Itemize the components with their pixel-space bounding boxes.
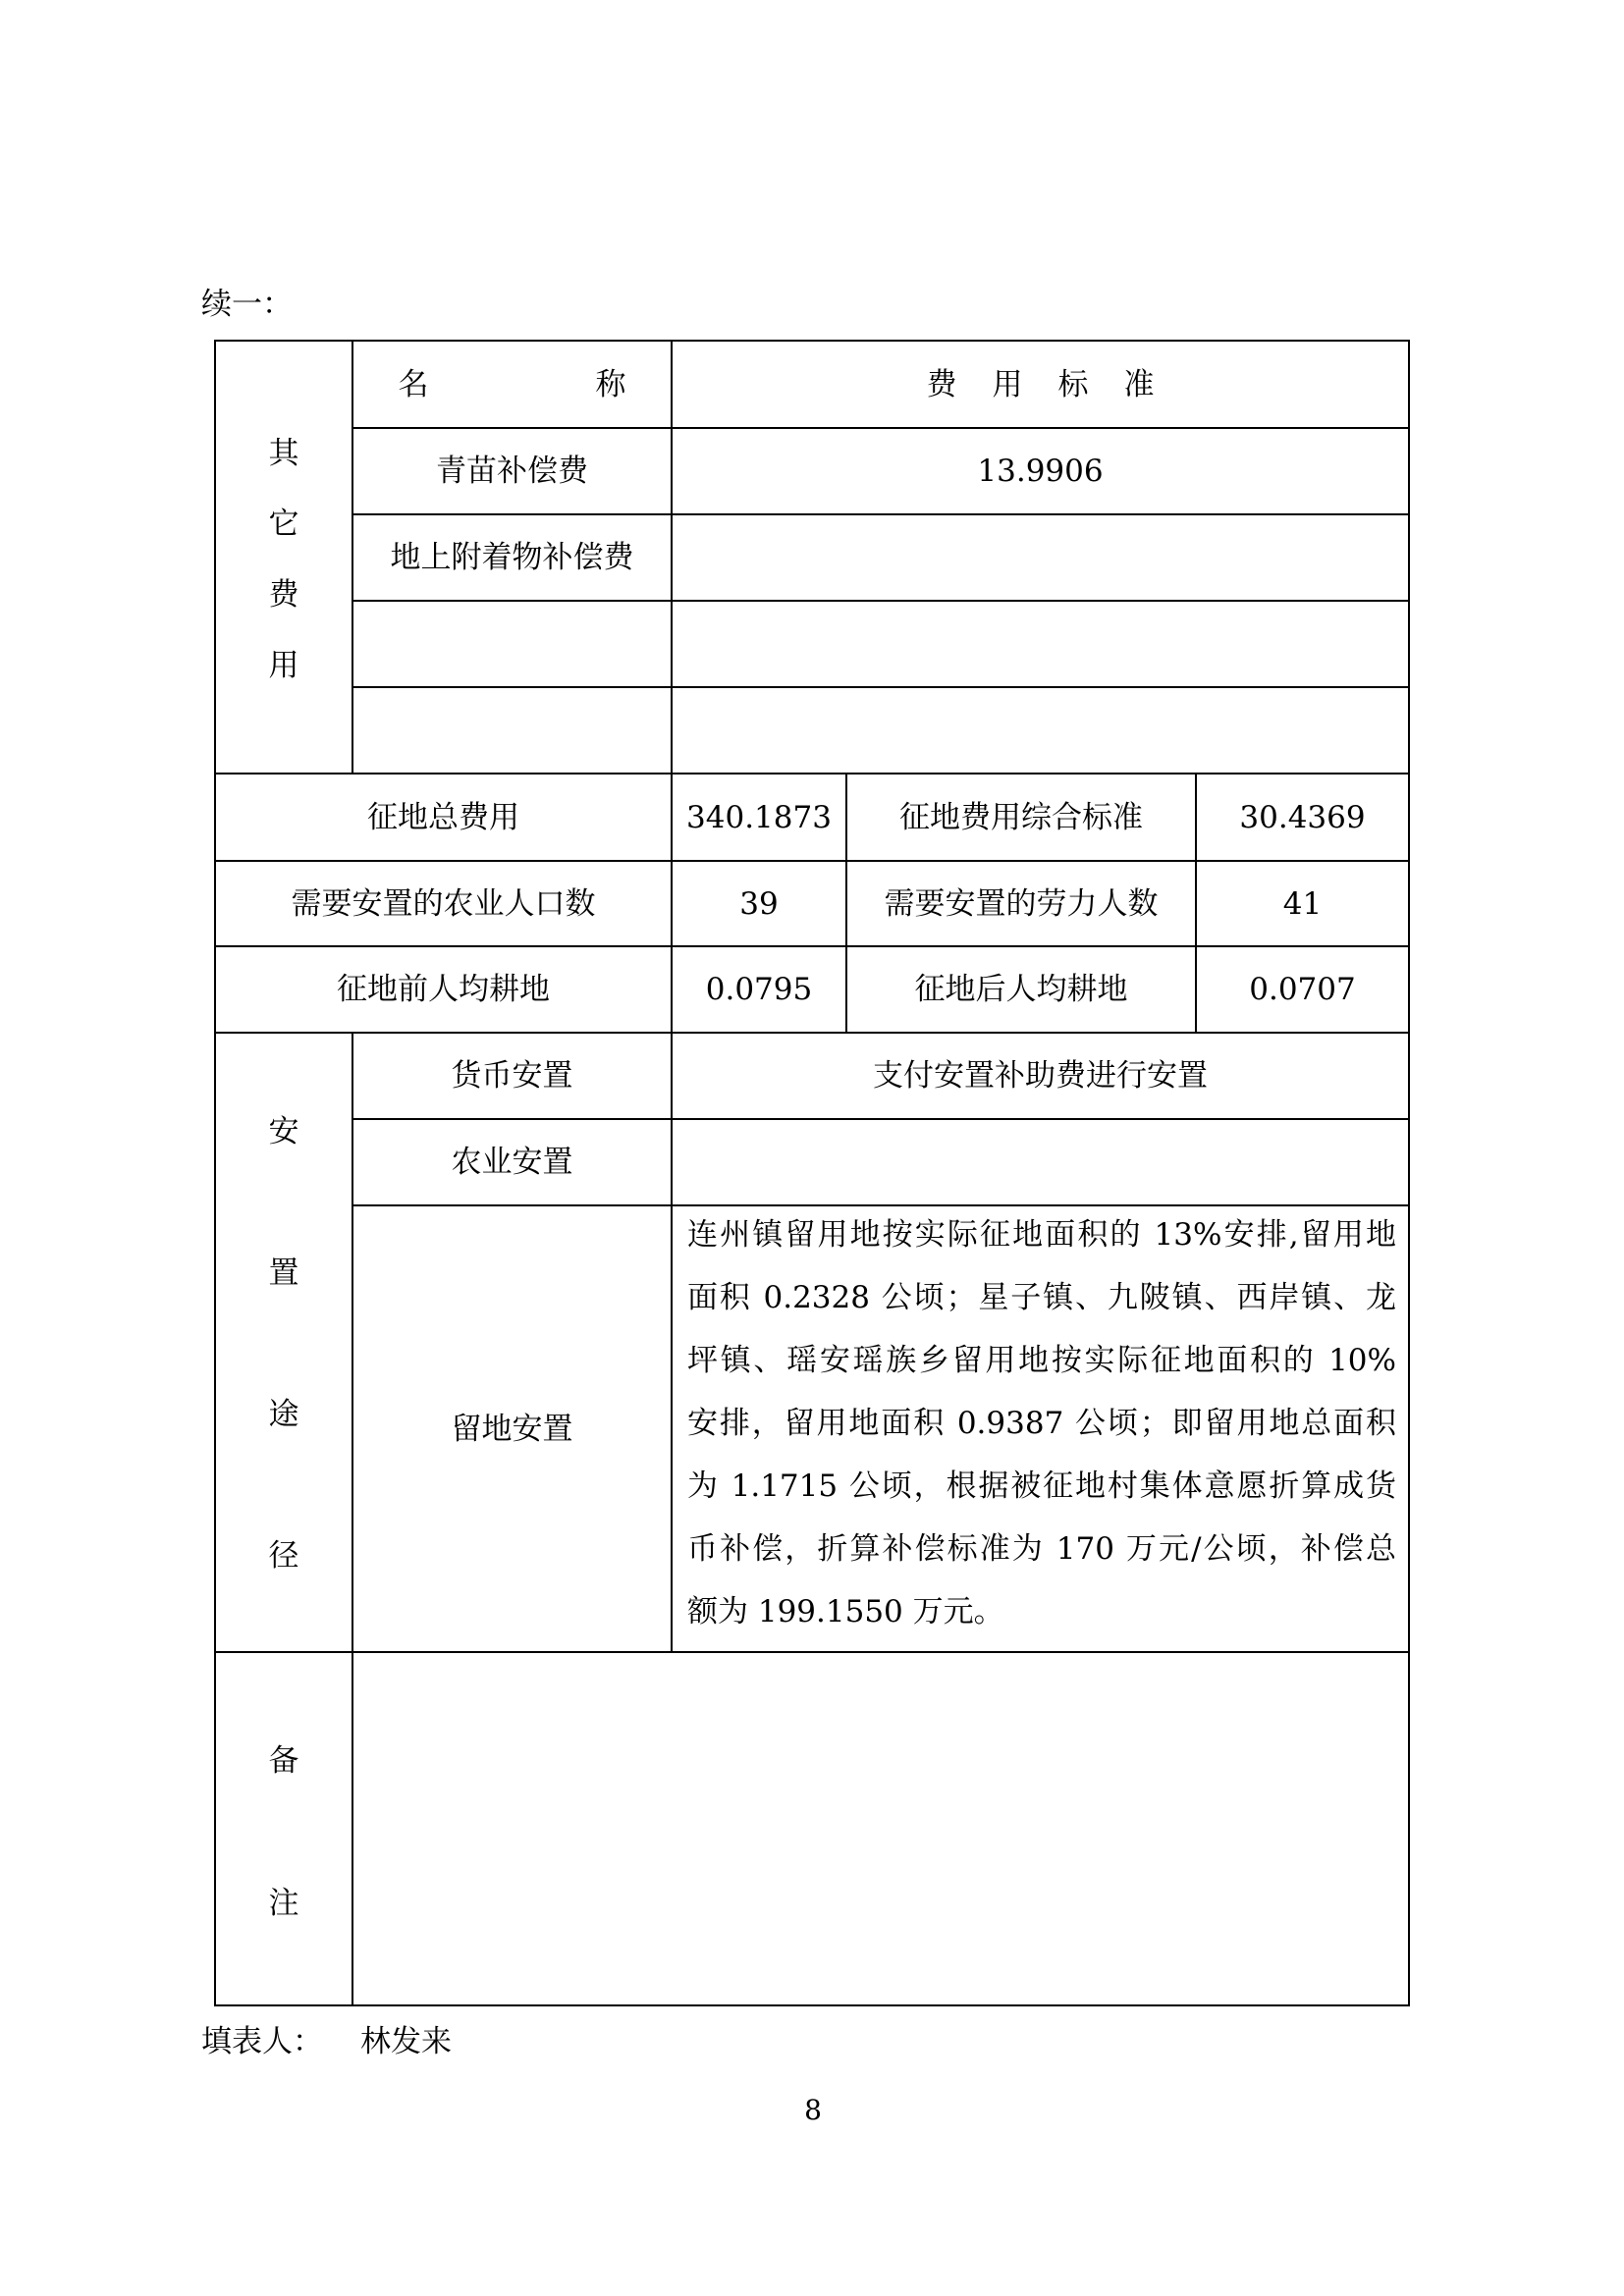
paragraph-line: 连州镇留用地按实际征地面积的 13%安排,留用地 [687,1217,1396,1253]
group-label-char: 备 [268,1743,299,1779]
group-label-char: 安 [268,1114,299,1149]
resettlement-content-cell [673,1120,1408,1204]
paragraph-line: 坪镇、瑶安瑶族乡留用地按实际征地面积的 10% [687,1343,1396,1378]
table-border-right [1408,340,1410,2006]
summary-label: 征地前人均耕地 [337,972,550,1007]
summary-label: 需要安置的劳力人数 [884,885,1159,922]
form-filler [201,2022,452,2061]
form-filler-name: 林发来 [360,2024,452,2059]
fee-standard-cell [673,688,1408,773]
group-label-char: 径 [268,1538,299,1574]
header-standard-char: 用 [992,366,1023,402]
fee-name-cell: 青苗补偿费 [436,454,588,489]
fee-standard-cell [673,602,1408,686]
group-label-char: 用 [268,648,299,683]
summary-value: 0.0795 [705,972,813,1007]
summary-value: 0.0707 [1249,972,1356,1007]
table-border-bottom [215,2004,1410,2006]
paragraph-line: 为 1.1715 公顷，根据被征地村集体意愿折算成货 [687,1468,1396,1504]
resettlement-name-cell: 货币安置 [451,1058,573,1094]
header-name-cell [353,342,671,427]
summary-label: 征地后人均耕地 [914,972,1128,1007]
header-standard-cell [673,342,1408,427]
resettlement-name-cell: 留地安置 [451,1411,573,1447]
reserved-land-description [687,1203,1396,1643]
paragraph-line: 币补偿，折算补偿标准为 170 万元/公顷，补偿总 [687,1531,1396,1567]
paragraph-line: 面积 0.2328 公顷；星子镇、九陂镇、西岸镇、龙 [687,1280,1396,1315]
header-standard-char: 准 [1123,366,1155,402]
group-label-char: 途 [268,1397,299,1432]
summary-value: 39 [739,885,779,922]
remarks-content-cell [353,1653,1408,2004]
summary-label: 征地费用综合标准 [899,799,1143,835]
summary-label: 征地总费用 [367,799,519,835]
header-name-char: 名 [398,366,429,402]
summary-label: 需要安置的农业人口数 [291,885,596,922]
header-name-char: 称 [595,366,626,402]
resettlement-content-cell: 支付安置补助费进行安置 [873,1058,1208,1094]
remarks-group-label [215,1745,352,1919]
fee-standard-cell: 13.9906 [977,454,1104,489]
page-number: 8 [804,2094,822,2126]
summary-value: 30.4369 [1239,799,1366,835]
paragraph-line: 安排，留用地面积 0.9387 公顷；即留用地总面积 [687,1406,1396,1441]
fee-name-cell [353,688,671,773]
group-label-char: 注 [268,1886,299,1921]
fee-name-cell [353,602,671,686]
header-standard-char: 标 [1057,366,1089,402]
fee-name-cell: 地上附着物补偿费 [390,540,634,575]
other-fees-group-label [215,438,352,681]
header-standard-char: 费 [926,366,957,402]
paragraph-line: 额为 199.1550 万元。 [687,1594,1004,1629]
resettlement-group-label [215,1116,352,1572]
continuation-heading: 续一： [201,287,293,322]
group-label-char: 其 [268,436,299,471]
group-label-char: 置 [268,1255,299,1291]
summary-value: 340.1873 [686,799,832,835]
group-label-char: 它 [268,507,299,542]
fee-standard-cell [673,515,1408,600]
group-label-char: 费 [268,577,299,613]
summary-value: 41 [1282,885,1323,922]
resettlement-name-cell: 农业安置 [451,1145,573,1180]
form-filler-label: 填表人： [201,2024,323,2059]
